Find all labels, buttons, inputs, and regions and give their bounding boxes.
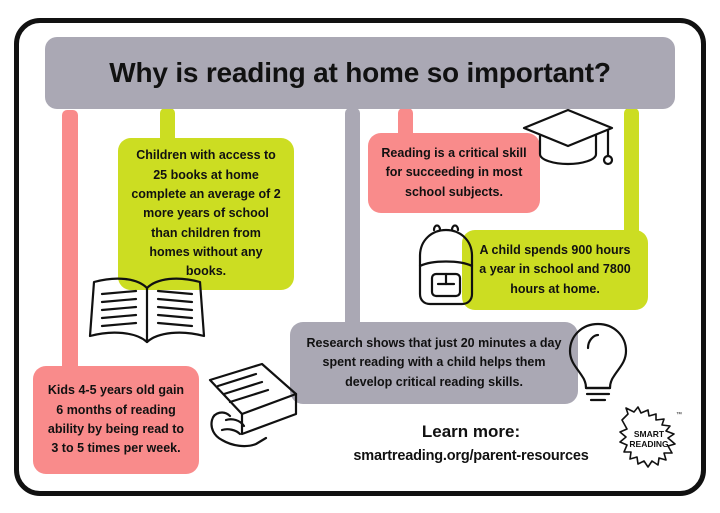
learn-more-label: Learn more:: [421, 422, 521, 441]
open-book-icon: [84, 270, 210, 350]
hand-holding-book-icon: [196, 358, 306, 454]
connector-bar-grey-middle: [345, 108, 360, 343]
connector-bar-green-right: [624, 108, 639, 238]
poster-title-banner: [45, 37, 675, 109]
fact-box-kids-4-5: [33, 366, 199, 474]
fact-text: Children with access to 25 books at home complete an average of 2 more years of school than children from homes without any books.: [131, 148, 281, 279]
logo-trademark: ™: [676, 412, 682, 418]
fact-box-hours-at-home: [462, 230, 648, 310]
light-bulb-icon: [562, 318, 634, 406]
graduation-cap-icon: [520, 104, 616, 170]
fact-text: Reading is a critical skill for succeeding in most school subjects.: [381, 145, 527, 199]
fact-text: Kids 4-5 years old gain 6 months of reading ability by being read to 3 to 5 times per week.: [47, 383, 185, 456]
learn-more-block: [330, 422, 612, 464]
learn-more-url[interactable]: smartreading.org/parent-resources: [353, 448, 589, 464]
logo-line-2: READING: [629, 438, 669, 449]
fact-box-books-access: [118, 138, 294, 290]
logo-wordmark: [626, 430, 672, 450]
backpack-icon: [410, 222, 482, 308]
fact-text: A child spends 900 hours a year in school and 7800 hours at home.: [479, 242, 631, 296]
logo-line-1: SMART: [633, 429, 665, 439]
fact-box-critical-skill: [368, 133, 540, 213]
fact-box-twenty-minutes: [290, 322, 578, 404]
fact-text: Research shows that just 20 minutes a day spent reading with a child helps them develop critical reading skills.: [306, 335, 562, 389]
connector-bar-pink-left: [62, 110, 78, 380]
smart-reading-logo: [618, 406, 680, 468]
page-title: Why is reading at home so important?: [109, 57, 611, 88]
